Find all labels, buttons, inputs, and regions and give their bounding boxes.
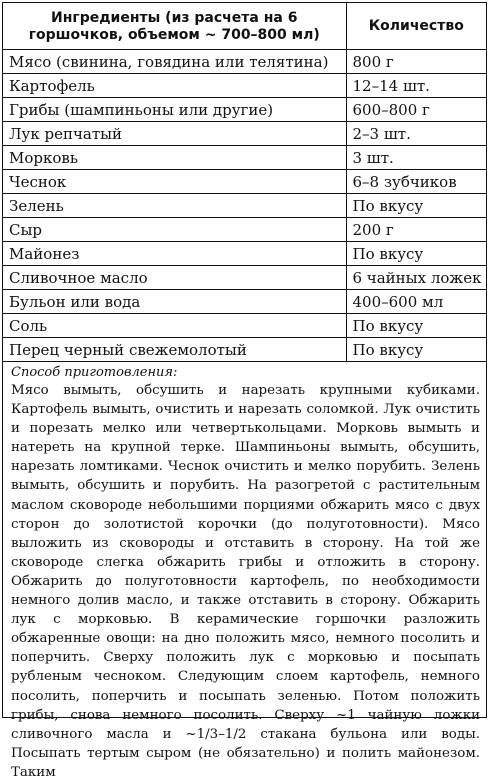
ingredient-name: Сливочное масло	[3, 266, 346, 290]
ingredient-qty: 2–3 шт.	[346, 122, 486, 146]
table-row	[3, 338, 486, 362]
ingredient-qty: 6 чайных ложек	[346, 266, 486, 290]
ingredient-qty: 800 г	[346, 50, 486, 74]
ingredient-qty: 200 г	[346, 218, 486, 242]
table-row	[3, 74, 486, 98]
table-header-row	[3, 3, 486, 50]
method-text: Мясо вымыть, обсушить и нарезать крупными кубиками. Картофель вымыть, очистить и нарезать соломкой. Лук очистить и порезать мелко или четвертькольцами. Морковь вымыть и натереть на крупной терке. Шампиньоны вымыть, обсушить, нарезать ломтиками. Чеснок очистить и мелко порубить. Зелень вымыть, обсушить и порубить. На разогретой с растительным маслом сковороде небольшими порциями обжарить мясо с двух сторон до золотистой корочки (до полуготовности). Мясо выложить из сковороды и отставить в сторону. На той же сковороде слегка обжарить грибы и отложить в сторону. Обжарить до полуготовности картофель, по необходимости немного долив масло, и также отставить в сторону. Обжарить лук с морковью. В керамические горшочки разложить обжаренные овощи: на дно положить мясо, немного посолить и поперчить. Сверху положить лук с морковью и посыпать рубленым чесноком. Следующим слоем картофель, немного посолить, поперчить и посыпать зеленью. Потом положить грибы, снова немного посолить. Сверху ~1 чайную ложки сливочного масла и ~1/3–1/2 стакана бульона или воды. Посыпать тертым сыром (не обязательно) и полить майонезом. Таким	[11, 383, 480, 780]
table-row	[3, 146, 486, 170]
ingredient-qty: По вкусу	[346, 338, 486, 362]
table-row	[3, 314, 486, 338]
table-row	[3, 122, 486, 146]
ingredient-name: Бульон или вода	[3, 290, 346, 314]
ingredient-qty: 3 шт.	[346, 146, 486, 170]
ingredients-table	[3, 3, 486, 362]
ingredient-qty: 600–800 г	[346, 98, 486, 122]
table-row	[3, 170, 486, 194]
ingredient-qty: 12–14 шт.	[346, 74, 486, 98]
ingredient-name: Перец черный свежемолотый	[3, 338, 346, 362]
ingredient-name: Картофель	[3, 74, 346, 98]
ingredient-name: Мясо (свинина, говядина или телятина)	[3, 50, 346, 74]
header-ingredients: Ингредиенты (из расчета на 6 горшочков, объемом ~ 700–800 мл)	[3, 3, 346, 50]
recipe-page	[2, 2, 487, 780]
table-row	[3, 98, 486, 122]
ingredient-qty: 6–8 зубчиков	[346, 170, 486, 194]
ingredient-qty: 400–600 мл	[346, 290, 486, 314]
ingredient-name: Чеснок	[3, 170, 346, 194]
method-section	[3, 362, 486, 782]
ingredient-name: Морковь	[3, 146, 346, 170]
ingredient-name: Соль	[3, 314, 346, 338]
table-row	[3, 50, 486, 74]
header-quantity: Количество	[346, 3, 486, 50]
table-row	[3, 218, 486, 242]
ingredient-name: Сыр	[3, 218, 346, 242]
table-row	[3, 194, 486, 218]
ingredient-name: Грибы (шампиньоны или другие)	[3, 98, 346, 122]
ingredient-name: Лук репчатый	[3, 122, 346, 146]
ingredient-name: Зелень	[3, 194, 346, 218]
table-row	[3, 290, 486, 314]
ingredient-qty: По вкусу	[346, 242, 486, 266]
method-caption: Способ приготовления:	[11, 365, 178, 380]
ingredient-name: Майонез	[3, 242, 346, 266]
ingredient-qty: По вкусу	[346, 194, 486, 218]
table-row	[3, 266, 486, 290]
table-row	[3, 242, 486, 266]
ingredient-qty: По вкусу	[346, 314, 486, 338]
